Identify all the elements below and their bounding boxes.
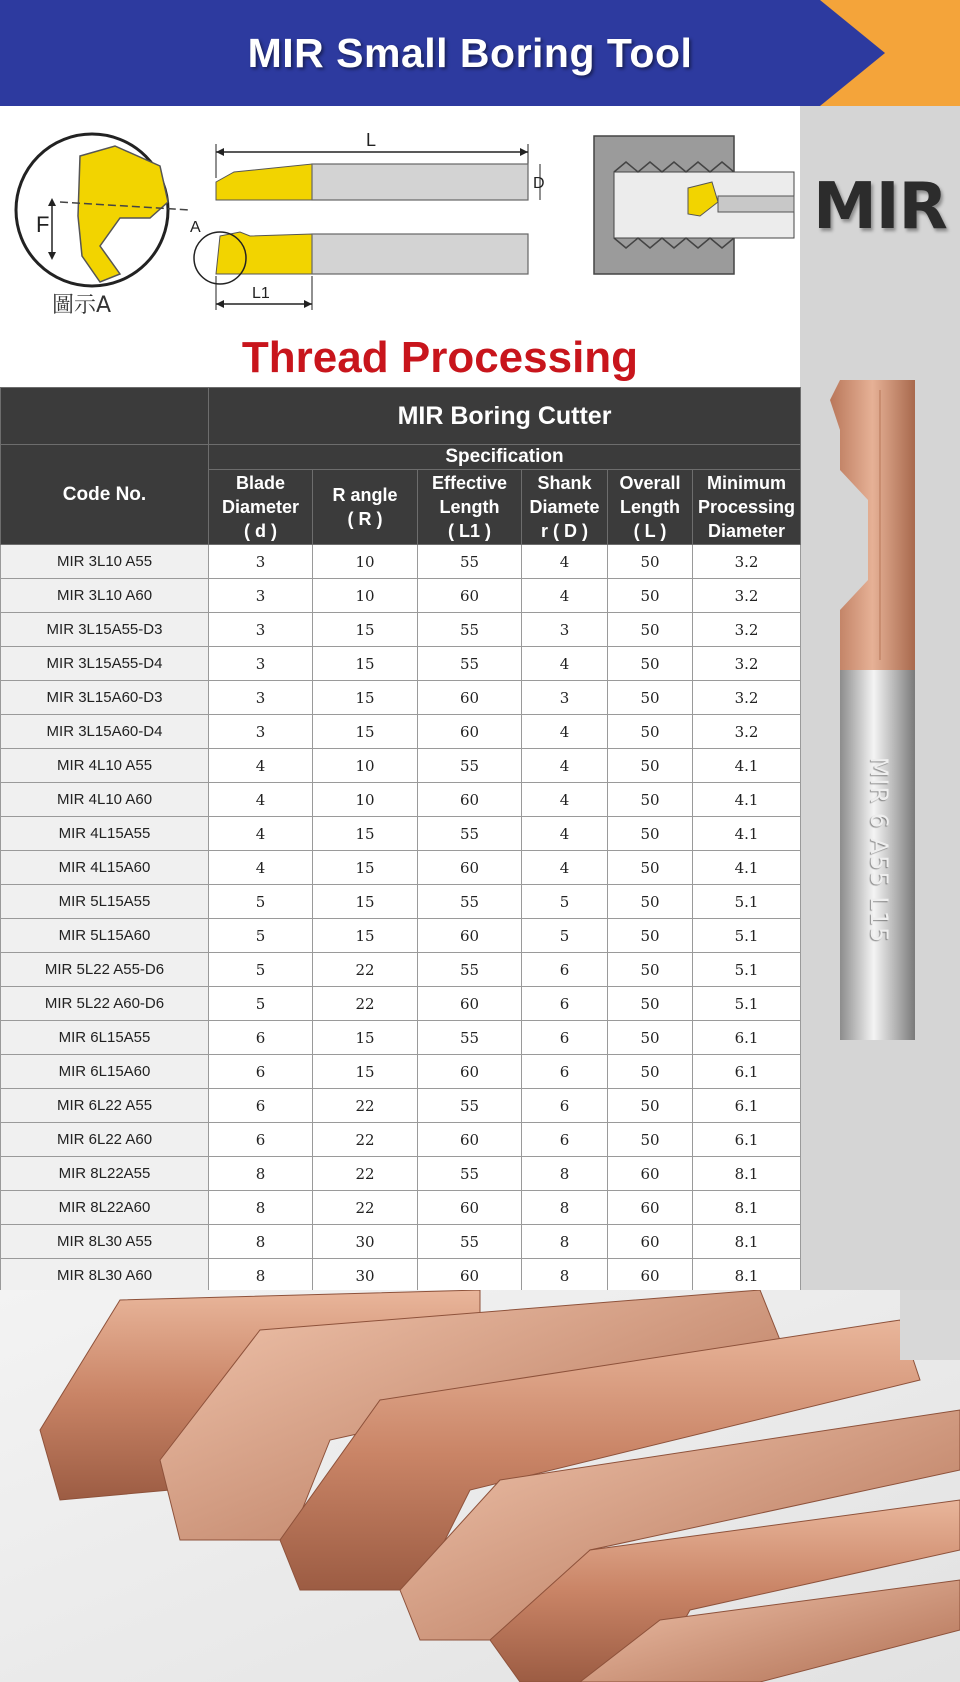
cell-r-angle: 15 [313,885,418,919]
cell-effective-length: 60 [418,987,522,1021]
cell-blade-diameter: 8 [209,1225,313,1259]
column-header-overall-length: Overall Length ( L ) [608,470,693,545]
cell-r-angle: 10 [313,545,418,579]
cell-blade-diameter: 3 [209,579,313,613]
dim-l-label: L [366,130,377,150]
cell-blade-diameter: 4 [209,851,313,885]
table-row [1,919,801,953]
detail-a-caption: 圖示A [52,293,112,318]
cell-overall-length: 50 [608,1089,693,1123]
cell-min-processing-diameter: 8.1 [693,1191,801,1225]
table-row [1,1225,801,1259]
cell-blade-diameter: 4 [209,817,313,851]
tool-engraving [834,740,924,960]
cell-shank-diameter: 5 [522,885,608,919]
cell-blade-diameter: 3 [209,545,313,579]
cell-overall-length: 50 [608,749,693,783]
cell-code: MIR 3L10 A55 [1,545,209,579]
cell-effective-length: 55 [418,1157,522,1191]
cell-r-angle: 22 [313,1123,418,1157]
cell-blade-diameter: 8 [209,1157,313,1191]
table-row [1,987,801,1021]
cell-shank-diameter: 4 [522,579,608,613]
cell-effective-length: 60 [418,681,522,715]
cell-code: MIR 5L22 A60-D6 [1,987,209,1021]
cell-r-angle: 15 [313,1021,418,1055]
product-photo [0,1290,960,1682]
cell-blade-diameter: 3 [209,715,313,749]
cell-effective-length: 60 [418,851,522,885]
cell-code: MIR 5L15A60 [1,919,209,953]
cell-r-angle: 15 [313,681,418,715]
cell-shank-diameter: 5 [522,919,608,953]
cell-shank-diameter: 8 [522,1259,608,1293]
table-group-title: MIR Boring Cutter [209,388,801,445]
cell-shank-diameter: 4 [522,715,608,749]
cell-effective-length: 60 [418,1055,522,1089]
cell-shank-diameter: 8 [522,1157,608,1191]
cell-min-processing-diameter: 5.1 [693,987,801,1021]
table-row [1,579,801,613]
cell-code: MIR 6L22 A60 [1,1123,209,1157]
cell-shank-diameter: 6 [522,1021,608,1055]
cell-effective-length: 55 [418,1225,522,1259]
tool-engraving-text: MIR 6 A55 L15 [865,756,894,944]
cell-r-angle: 10 [313,783,418,817]
column-header-r-angle: R angle ( R ) [313,470,418,545]
cell-r-angle: 15 [313,1055,418,1089]
cell-effective-length: 60 [418,1191,522,1225]
cell-code: MIR 5L15A55 [1,885,209,919]
cell-overall-length: 50 [608,953,693,987]
cell-r-angle: 10 [313,579,418,613]
cell-code: MIR 3L10 A60 [1,579,209,613]
cell-effective-length: 55 [418,1021,522,1055]
cell-r-angle: 22 [313,1157,418,1191]
cell-blade-diameter: 6 [209,1021,313,1055]
table-corner-cell [1,388,209,445]
cell-blade-diameter: 3 [209,613,313,647]
cell-r-angle: 15 [313,851,418,885]
cell-overall-length: 50 [608,783,693,817]
cell-overall-length: 50 [608,681,693,715]
cell-blade-diameter: 5 [209,987,313,1021]
cell-overall-length: 50 [608,987,693,1021]
cell-r-angle: 15 [313,647,418,681]
cell-code: MIR 8L30 A60 [1,1259,209,1293]
cell-min-processing-diameter: 8.1 [693,1225,801,1259]
cell-effective-length: 60 [418,579,522,613]
cell-blade-diameter: 6 [209,1123,313,1157]
cell-blade-diameter: 5 [209,885,313,919]
cell-effective-length: 60 [418,1259,522,1293]
cell-min-processing-diameter: 3.2 [693,613,801,647]
table-row [1,851,801,885]
column-header-min-processing-diameter: Minimum Processing Diameter [693,470,801,545]
cell-r-angle: 22 [313,987,418,1021]
cell-shank-diameter: 6 [522,1055,608,1089]
thread-hole-figure [594,136,794,274]
cell-overall-length: 50 [608,1055,693,1089]
cell-effective-length: 60 [418,783,522,817]
table-row [1,545,801,579]
cell-min-processing-diameter: 8.1 [693,1259,801,1293]
table-row [1,681,801,715]
cell-code: MIR 4L15A60 [1,851,209,885]
cell-r-angle: 15 [313,817,418,851]
cell-overall-length: 50 [608,885,693,919]
table-row [1,885,801,919]
cell-code: MIR 3L15A55-D4 [1,647,209,681]
cell-blade-diameter: 4 [209,749,313,783]
cell-min-processing-diameter: 8.1 [693,1157,801,1191]
cell-code: MIR 5L22 A55-D6 [1,953,209,987]
column-header-effective-length: Effective Length ( L1 ) [418,470,522,545]
cell-r-angle: 22 [313,1089,418,1123]
column-header-blade-diameter: Blade Diameter ( d ) [209,470,313,545]
cell-r-angle: 30 [313,1225,418,1259]
table-row [1,1021,801,1055]
cell-overall-length: 50 [608,613,693,647]
cell-effective-length: 55 [418,545,522,579]
cell-code: MIR 6L22 A55 [1,1089,209,1123]
cell-min-processing-diameter: 3.2 [693,579,801,613]
cell-blade-diameter: 4 [209,783,313,817]
cell-code: MIR 8L30 A55 [1,1225,209,1259]
cell-min-processing-diameter: 6.1 [693,1123,801,1157]
cell-shank-diameter: 6 [522,1089,608,1123]
dimension-diagram [0,106,800,336]
cell-blade-diameter: 5 [209,953,313,987]
cell-shank-diameter: 8 [522,1191,608,1225]
cell-overall-length: 50 [608,545,693,579]
table-row [1,1123,801,1157]
cell-blade-diameter: 6 [209,1089,313,1123]
cell-blade-diameter: 3 [209,647,313,681]
cell-code: MIR 3L15A60-D4 [1,715,209,749]
table-body [1,545,801,1293]
mir-label: MIR [813,170,947,244]
table-row [1,1089,801,1123]
cell-overall-length: 60 [608,1225,693,1259]
detail-a-marker: A [190,219,201,236]
cell-min-processing-diameter: 4.1 [693,749,801,783]
cell-min-processing-diameter: 4.1 [693,851,801,885]
table-row [1,749,801,783]
cell-r-angle: 30 [313,1259,418,1293]
cell-shank-diameter: 4 [522,851,608,885]
cell-overall-length: 50 [608,851,693,885]
cell-overall-length: 50 [608,579,693,613]
cell-min-processing-diameter: 5.1 [693,919,801,953]
cell-r-angle: 15 [313,919,418,953]
table-row [1,817,801,851]
cell-code: MIR 8L22A55 [1,1157,209,1191]
table-row [1,953,801,987]
cell-effective-length: 55 [418,885,522,919]
cell-effective-length: 55 [418,613,522,647]
detail-a-figure [16,134,190,318]
cell-shank-diameter: 4 [522,783,608,817]
cell-effective-length: 55 [418,953,522,987]
cell-r-angle: 15 [313,715,418,749]
cell-min-processing-diameter: 5.1 [693,953,801,987]
table-row [1,1157,801,1191]
cell-code: MIR 3L15A55-D3 [1,613,209,647]
side-view-figure [190,130,545,310]
cell-min-processing-diameter: 3.2 [693,681,801,715]
cell-code: MIR 4L10 A60 [1,783,209,817]
cell-min-processing-diameter: 4.1 [693,817,801,851]
cell-shank-diameter: 6 [522,987,608,1021]
cell-blade-diameter: 8 [209,1259,313,1293]
table-row [1,1259,801,1293]
cell-code: MIR 6L15A55 [1,1021,209,1055]
table-row [1,1055,801,1089]
cell-effective-length: 60 [418,1123,522,1157]
dim-d-label: D [533,175,545,192]
cell-overall-length: 50 [608,715,693,749]
cell-code: MIR 4L10 A55 [1,749,209,783]
cell-effective-length: 55 [418,749,522,783]
cell-r-angle: 22 [313,953,418,987]
cell-shank-diameter: 6 [522,953,608,987]
table-row [1,1191,801,1225]
cell-shank-diameter: 8 [522,1225,608,1259]
cell-min-processing-diameter: 3.2 [693,647,801,681]
cell-min-processing-diameter: 5.1 [693,885,801,919]
cell-blade-diameter: 8 [209,1191,313,1225]
cell-overall-length: 60 [608,1259,693,1293]
cell-min-processing-diameter: 6.1 [693,1021,801,1055]
cell-overall-length: 50 [608,1021,693,1055]
cell-blade-diameter: 6 [209,1055,313,1089]
cell-min-processing-diameter: 3.2 [693,715,801,749]
cell-min-processing-diameter: 3.2 [693,545,801,579]
cell-overall-length: 60 [608,1157,693,1191]
cell-shank-diameter: 6 [522,1123,608,1157]
cell-min-processing-diameter: 6.1 [693,1089,801,1123]
cell-min-processing-diameter: 6.1 [693,1055,801,1089]
column-header-shank-diameter: Shank Diamete r ( D ) [522,470,608,545]
table-row [1,715,801,749]
cell-r-angle: 10 [313,749,418,783]
cell-blade-diameter: 5 [209,919,313,953]
cell-overall-length: 50 [608,1123,693,1157]
dim-l1-label: L1 [252,285,270,302]
dim-f-label: F [36,212,50,237]
cell-code: MIR 3L15A60-D3 [1,681,209,715]
table-row [1,783,801,817]
cell-code: MIR 6L15A60 [1,1055,209,1089]
cell-shank-diameter: 4 [522,749,608,783]
cell-shank-diameter: 3 [522,613,608,647]
header-banner [0,0,960,106]
specification-header: Specification [209,445,801,470]
page-title: MIR Small Boring Tool [247,29,693,76]
table-row [1,613,801,647]
cell-r-angle: 15 [313,613,418,647]
table-row [1,647,801,681]
cell-effective-length: 60 [418,919,522,953]
cell-shank-diameter: 3 [522,681,608,715]
cell-effective-length: 55 [418,1089,522,1123]
cell-effective-length: 55 [418,647,522,681]
cell-code: MIR 8L22A60 [1,1191,209,1225]
cell-overall-length: 50 [608,919,693,953]
cell-overall-length: 50 [608,647,693,681]
code-no-header: Code No. [1,445,209,545]
cell-overall-length: 60 [608,1191,693,1225]
cell-effective-length: 60 [418,715,522,749]
cell-effective-length: 55 [418,817,522,851]
cell-shank-diameter: 4 [522,647,608,681]
cell-shank-diameter: 4 [522,817,608,851]
spec-table [0,387,801,1293]
cell-code: MIR 4L15A55 [1,817,209,851]
cell-blade-diameter: 3 [209,681,313,715]
cell-overall-length: 50 [608,817,693,851]
cell-min-processing-diameter: 4.1 [693,783,801,817]
cell-shank-diameter: 4 [522,545,608,579]
section-title: Thread Processing [241,333,639,382]
cell-r-angle: 22 [313,1191,418,1225]
